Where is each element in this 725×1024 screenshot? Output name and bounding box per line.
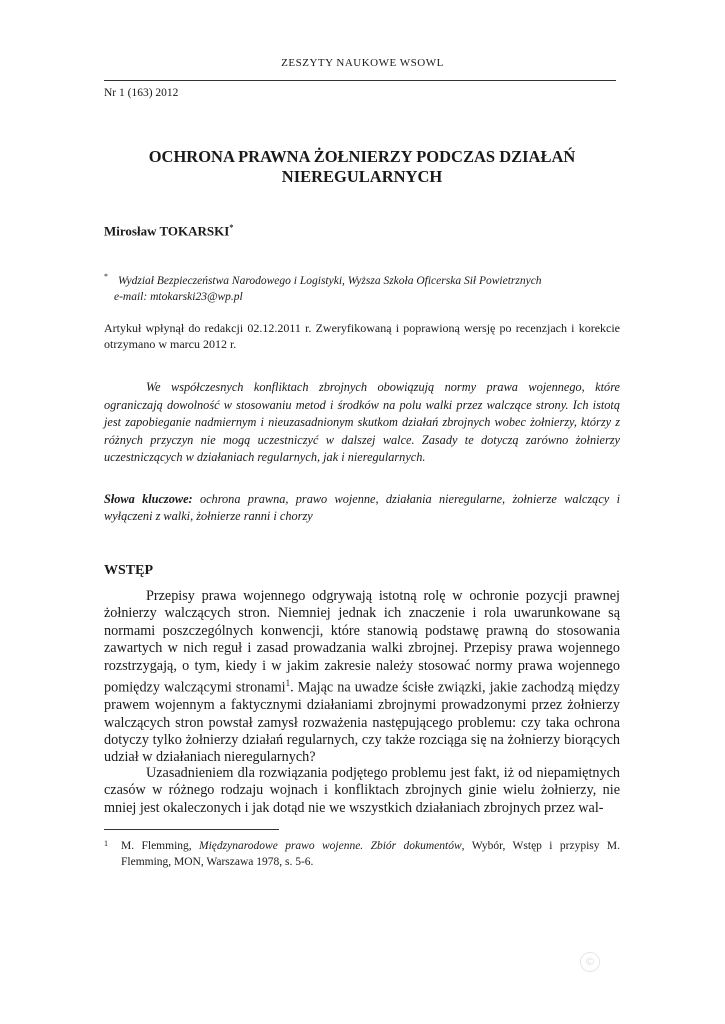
affiliation-text: Wydział Bezpieczeństwa Narodowego i Logistyki, Wyższa Szkoła Oficerska Sił Powietrznych [118,275,542,287]
header-rule [104,80,616,81]
keywords [104,491,620,525]
footnote-rule [104,829,279,830]
copyright-seal-icon: © [580,952,600,972]
received-note: Artykuł wpłynął do redakcji 02.12.2011 r. Zweryfikowaną i poprawioną wersję po recenzjach i korekcie otrzymano w marcu 2012 r. [104,321,620,351]
footnote-text [104,839,620,870]
body-paragraph-2: Uzasadnieniem dla rozwiązania podjętego problemu jest fakt, iż od niepamiętnych czasów w różnego rodzaju wojnach i konfliktach zbrojnych ginie wielu żołnierzy, nie mniej jest okaleczonych i jak dotąd nie we wszystkich działaniach zbrojnych przez wal- [104,765,620,816]
footnote-title: Międzynarodowe prawo wojenne. Zbiór dokumentów [199,840,462,852]
author-name-text: Mirosław TOKARSKI [104,223,230,239]
journal-name: ZESZYTY NAUKOWE WSOWL [281,57,444,69]
footnote-reference[interactable]: 1 [285,678,291,689]
body-paragraph-1 [104,588,620,767]
article-title [104,147,620,187]
footnote [104,839,620,870]
footnote-rest: , Wybór, Wstęp i przypisy M. Flemming, MON, Warszawa 1978, s. 5-6. [121,840,620,868]
body-paragraph-1-b: . Mając na uwadze ścisłe związki, jakie zachodzą między prawem wojennym a faktycznymi działaniami zbrojnymi prowadzonymi przez żołnierzy walczących stron powstał zamysł rozważenia następującego problemu: czy taka ochrona dotyczy tylko żołnierzy działań regularnych, czy także rozciąga się na żołnierzy biorących udział w działaniach nieregularnych? [104,679,620,766]
keywords-label: Słowa kluczowe: [104,492,193,506]
author-email: e-mail: mtokarski23@wp.pl [114,291,243,303]
affiliation-mark: * [104,272,108,281]
footnote-author: M. Flemming, [121,840,200,852]
article-title-line-2: NIEREGULARNYCH [281,167,443,186]
keywords-text: ochrona prawna, prawo wojenne, działania nieregularne, żołnierze walczący i wyłączeni z walki, żołnierze ranni i chorzy [104,492,620,523]
issue-number: Nr 1 (163) 2012 [104,87,179,99]
article-title-line-1: OCHRONA PRAWNA ŻOŁNIERZY PODCZAS DZIAŁAŃ [148,147,576,166]
author-name [104,223,233,239]
footnote-number: 1 [104,839,108,848]
author-mark: * [229,223,234,232]
affiliation [104,273,620,305]
section-heading: WSTĘP [104,563,154,578]
abstract: We współczesnych konfliktach zbrojnych obowiązują normy prawa wojennego, które ograniczają dowolność w stosowaniu metod i środków na polu walki przez walczące strony. Ich istotą jest zapobieganie nadmiernym i nieuzasadnionym skutkom działań zbrojnych wobec żołnierzy, którzy z różnych przyczyn nie mogą uczestniczyć w dalszej walce. Zasady te dotyczą zarówno żołnierzy uczestniczących w działaniach regularnych, jak i nieregularnych. [104,380,620,465]
body-paragraph-1-a: Przepisy prawa wojennego odgrywają istotną rolę w ochronie pozycji prawnej żołnierzy walczących stron. Niemniej jednak ich znaczenie i rola uwarunkowane są normami poszczególnych konwencji, które stanowią podstawę prawną do stosowania zawartych w nich reguł i zasad prowadzania walki zbrojnej. Przepisy prawa wojennego rozstrzygają, o tym, kiedy i w jakim zakresie należy stosować normy prawa wojennego pomiędzy walczącymi stronami [104,588,620,696]
